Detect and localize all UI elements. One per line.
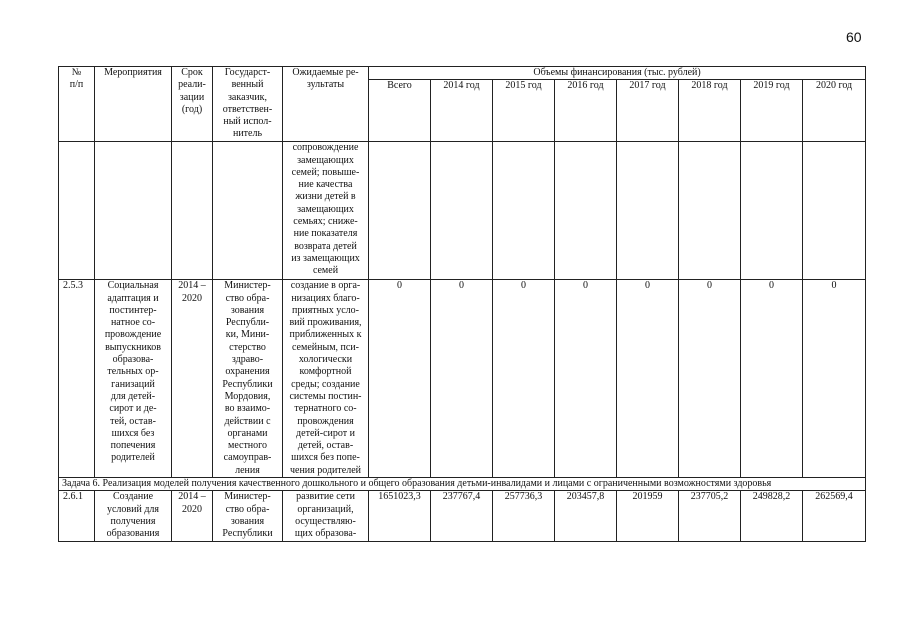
header-customer: Государст- венный заказчик, ответствен- ный испол- нитель xyxy=(213,67,283,142)
row-value: 237767,4 xyxy=(431,491,493,541)
row-value xyxy=(617,142,679,280)
row-value xyxy=(741,142,803,280)
row-term xyxy=(172,142,213,280)
table-row xyxy=(59,491,866,541)
row-num: 2.5.3 xyxy=(59,280,95,478)
row-results: создание в орга- низациях благо- приятных усло- вий проживания, приближенных к семейным, пси- хологически комфортной среды; создание системы постин- тернатного со- провождения детей-сирот и детей, остав- шихся без попе- чения родителей xyxy=(283,280,369,478)
row-value: 0 xyxy=(679,280,741,478)
row-value xyxy=(369,142,431,280)
row-event: Создание условий для получения образования xyxy=(95,491,172,541)
row-value xyxy=(493,142,555,280)
row-customer xyxy=(213,142,283,280)
row-results: сопровождение замещающих семей; повыше- ние качества жизни детей в замещающих семьях; сниже- ние показателя возврата детей из замещающих семей xyxy=(283,142,369,280)
row-value xyxy=(555,142,617,280)
row-value xyxy=(431,142,493,280)
row-num xyxy=(59,142,95,280)
header-year-2020: 2020 год xyxy=(803,80,866,142)
header-year-total: Всего xyxy=(369,80,431,142)
row-event: Социальная адаптация и постинтер- натное со- провождение выпускников образова- тельных ор- ганизаций для детей- сирот и де- тей, остав- шихся без попечения родителей xyxy=(95,280,172,478)
header-term: Срок реали- зации (год) xyxy=(172,67,213,142)
header-results: Ожидаемые ре- зультаты xyxy=(283,67,369,142)
page-number: 60 xyxy=(846,29,862,45)
row-results: развитие сети организаций, осуществляю- щих образова- xyxy=(283,491,369,541)
header-funding: Объемы финансирования (тыс. рублей) xyxy=(369,67,866,80)
header-year-2016: 2016 год xyxy=(555,80,617,142)
row-value: 201959 xyxy=(617,491,679,541)
row-value: 0 xyxy=(741,280,803,478)
header-year-2017: 2017 год xyxy=(617,80,679,142)
row-customer: Министер- ство обра- зования Республи- ки, Мини- стерство здраво- охранения Республики Мордовия, во взаимо- действии с органами местного самоуправ- ления xyxy=(213,280,283,478)
header-row-1 xyxy=(59,67,866,80)
header-year-2018: 2018 год xyxy=(679,80,741,142)
row-event xyxy=(95,142,172,280)
row-term: 2014 – 2020 xyxy=(172,491,213,541)
header-event: Мероприятия xyxy=(95,67,172,142)
table-row xyxy=(59,280,866,478)
row-value: 0 xyxy=(555,280,617,478)
row-value xyxy=(679,142,741,280)
row-value xyxy=(803,142,866,280)
row-value: 249828,2 xyxy=(741,491,803,541)
header-year-2015: 2015 год xyxy=(493,80,555,142)
task-row xyxy=(59,478,866,491)
row-value: 257736,3 xyxy=(493,491,555,541)
row-value: 237705,2 xyxy=(679,491,741,541)
row-value: 1651023,3 xyxy=(369,491,431,541)
row-value: 203457,8 xyxy=(555,491,617,541)
table-row xyxy=(59,142,866,280)
task-6-heading: Задача 6. Реализация моделей получения качественного дошкольного и общего образования детьми-инвалидами и лицами с ограниченными возможностями здоровья xyxy=(59,478,866,491)
row-value: 0 xyxy=(369,280,431,478)
row-num: 2.6.1 xyxy=(59,491,95,541)
row-value: 0 xyxy=(803,280,866,478)
row-customer: Министер- ство обра- зования Республики xyxy=(213,491,283,541)
row-value: 0 xyxy=(617,280,679,478)
header-year-2014: 2014 год xyxy=(431,80,493,142)
row-value: 0 xyxy=(493,280,555,478)
funding-table xyxy=(58,66,866,542)
row-term: 2014 – 2020 xyxy=(172,280,213,478)
row-value: 262569,4 xyxy=(803,491,866,541)
row-value: 0 xyxy=(431,280,493,478)
header-num: № п/п xyxy=(59,67,95,142)
header-year-2019: 2019 год xyxy=(741,80,803,142)
